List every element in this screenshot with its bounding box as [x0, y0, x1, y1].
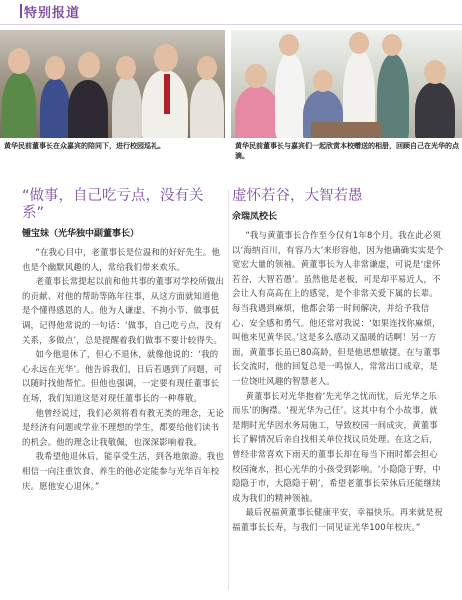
photo-caption-1: 黄华民前董事长在众嘉宾的陪同下，进行校园巡礼。 — [4, 142, 165, 150]
article-right — [232, 188, 444, 534]
paragraph: 他曾经说过，我们必须将看有教无类的理念，无论是经济有问题或学业不理想的学生，都要给他们读书的机会。他的理念让我敬佩，也深深影响着我。 — [22, 407, 225, 447]
section-divider — [0, 24, 462, 25]
section-marker — [20, 4, 22, 18]
photo-caption-2: 黄华民前董事长与嘉宾们一起欣赏本校赠送的相册，回顾自己在光华的点滴。 — [235, 142, 459, 160]
column-divider — [228, 190, 229, 590]
photo-campus-tour — [0, 30, 225, 138]
photo-album-viewing — [231, 30, 462, 138]
paragraph: 如今他退休了，但心不退休，就像他说的：‘我的心永远在光华’。他告诉我们，日后若遇到了问题，可以随时找他帮忙。但他也强调，一定要有现任董事长在场，我们知道这是对现任董事长的一种尊敬。 — [22, 349, 223, 403]
article-left — [22, 188, 225, 493]
article-headline: “做事，自己吃亏点，没有关系” — [22, 188, 204, 221]
article-byline: 佘瑞凤校长 — [232, 212, 278, 222]
article-body — [22, 245, 225, 493]
paragraph: “我与黄董事长合作至今仅有1年8个月。我在此必须以‘海纳百川，有容乃大’来形容他，因为他确确实实是个宽宏大量的领袖。黄董事长为人非常谦虚，可说是‘虚怀若谷，大智若愚’。虽然他是老板，可是却平易近人，不会让人有高高在上的感觉，是个非常关爱下属的长辈。每当我遇到麻烦，他都会第一时间解决，并给予我信心、安全感和勇气。他还常对我说：‘如果连找你麻烦，叫他来见黄华民。’这是多么感动又温暖的话啊！另一方面，黄董事长虽已80高龄，但是他思想敏捷。在与董事长交流时，他的回复总是一鸣惊人，常常出口成章，是一位饶吐风趣的智慧老人。 — [232, 230, 444, 386]
article-body — [232, 228, 444, 534]
section-header — [0, 0, 462, 26]
paragraph: 我希望他退休后，能享受生活，到各地旅游。我也相信一向注重饮食、养生的他必定能参与光华百年校庆。愿他安心退休。” — [22, 451, 225, 491]
paragraph: 最后祝福黄董事长健康平安，幸福快乐。再来就是祝福董事长长寿，与我们一同见证光华100年校庆。” — [232, 507, 443, 532]
article-headline: 虚怀若谷，大智若愚 — [232, 188, 363, 204]
article-byline: 锺宝妹（光华独中副董事长） — [22, 229, 140, 239]
paragraph: 黄董事长对光华抱着‘先光华之忧而忧，后光华之乐而乐’的胸襟。‘视光华为己任’。这其中有个小故事，就是期时光华因水务局施工，导致校园一间成灾，黄董事长了解情况后亲自找相关单位找议员处理。在这之后，曾经非常喜欢下雨天的董事长却在每当下雨时都会担心校园淹水，担心光华的小孩受到影响。‘小隐隐于野，中隐隐于市，大隐隐于朝’，希望老董事长荣休后还能继续成为我们的精神领袖。 — [232, 390, 441, 503]
paragraph: 老董事长常提起以前和他共事的董事对学校所做出的贡献、对他的帮助等陈年往事，从这方面就知道他是个懂得感恩的人。他为人谦虚、不拘小节、做事低调，记得他常说的一句话：‘做事，自己吃亏点，没有关系，多做点’，总是提醒着我们做事不要计较得失。 — [22, 276, 225, 345]
section-tag: 特别报道 — [24, 6, 81, 21]
paragraph: “在我心目中，老董事长是位温和的好好先生。他也是个幽默风趣的人，常给我们带来欢乐。 — [22, 247, 221, 272]
